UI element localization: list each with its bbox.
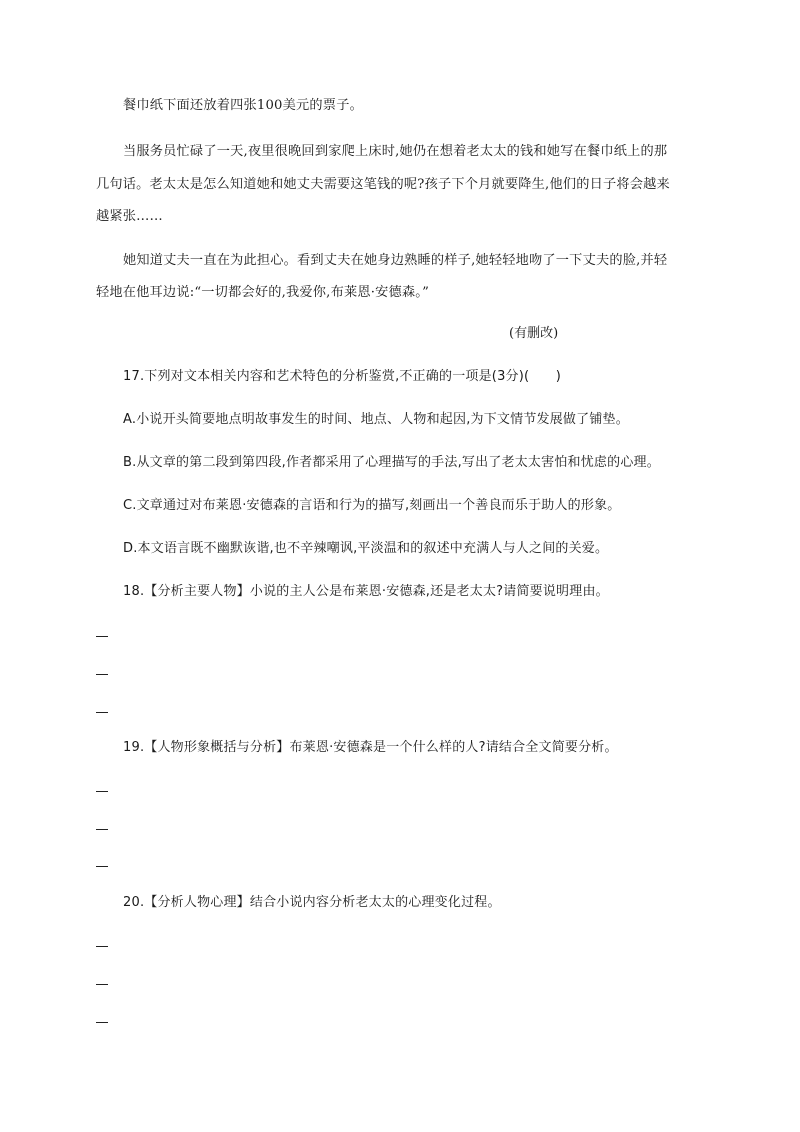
question-17-option-b: B.从文章的第二段到第四段,作者都采用了心理描写的手法,写出了老太太害怕和忧虑的心理。	[123, 455, 660, 470]
passage-line: 餐巾纸下面还放着四张100美元的票子。	[123, 98, 363, 113]
answer-blank-line[interactable]	[96, 712, 108, 713]
question-17-option-a: A.小说开头简要地点明故事发生的时间、地点、人物和起因,为下文情节发展做了铺垫。	[123, 412, 629, 427]
question-18-stem: 18.【分析主要人物】小说的主人公是布莱恩·安德森,还是老太太?请简要说明理由。	[123, 584, 609, 599]
passage-line: 几句话。老太太是怎么知道她和她丈夫需要这笔钱的呢?孩子下个月就要降生,他们的日子将会越来	[96, 177, 670, 192]
question-19-stem: 19.【人物形象概括与分析】布莱恩·安德森是一个什么样的人?请结合全文简要分析。	[123, 740, 618, 755]
answer-blank-line[interactable]	[96, 674, 108, 675]
passage-source-note: (有删改)	[509, 326, 559, 341]
passage-line: 越紧张……	[96, 209, 163, 224]
answer-blank-line[interactable]	[96, 946, 108, 947]
answer-blank-line[interactable]	[96, 984, 108, 985]
answer-blank-line[interactable]	[96, 829, 108, 830]
question-17-option-d: D.本文语言既不幽默诙谐,也不辛辣嘲讽,平淡温和的叙述中充满人与人之间的关爱。	[123, 541, 609, 556]
answer-blank-line[interactable]	[96, 791, 108, 792]
question-17-option-c: C.文章通过对布莱恩·安德森的言语和行为的描写,刻画出一个善良而乐于助人的形象。	[123, 498, 621, 513]
passage-line: 她知道丈夫一直在为此担心。看到丈夫在她身边熟睡的样子,她轻轻地吻了一下丈夫的脸,并轻	[123, 253, 668, 268]
answer-blank-line[interactable]	[96, 866, 108, 867]
answer-blank-line[interactable]	[96, 1022, 108, 1023]
answer-blank-line[interactable]	[96, 636, 108, 637]
question-17-stem: 17.下列对文本相关内容和艺术特色的分析鉴赏,不正确的一项是(3分)( )	[123, 369, 561, 384]
passage-line: 当服务员忙碌了一天,夜里很晚回到家爬上床时,她仍在想着老太太的钱和她写在餐巾纸上的那	[123, 144, 668, 159]
question-20-stem: 20.【分析人物心理】结合小说内容分析老太太的心理变化过程。	[123, 895, 501, 910]
passage-line: 轻地在他耳边说:“一切都会好的,我爱你,布莱恩·安德森。”	[96, 285, 430, 300]
